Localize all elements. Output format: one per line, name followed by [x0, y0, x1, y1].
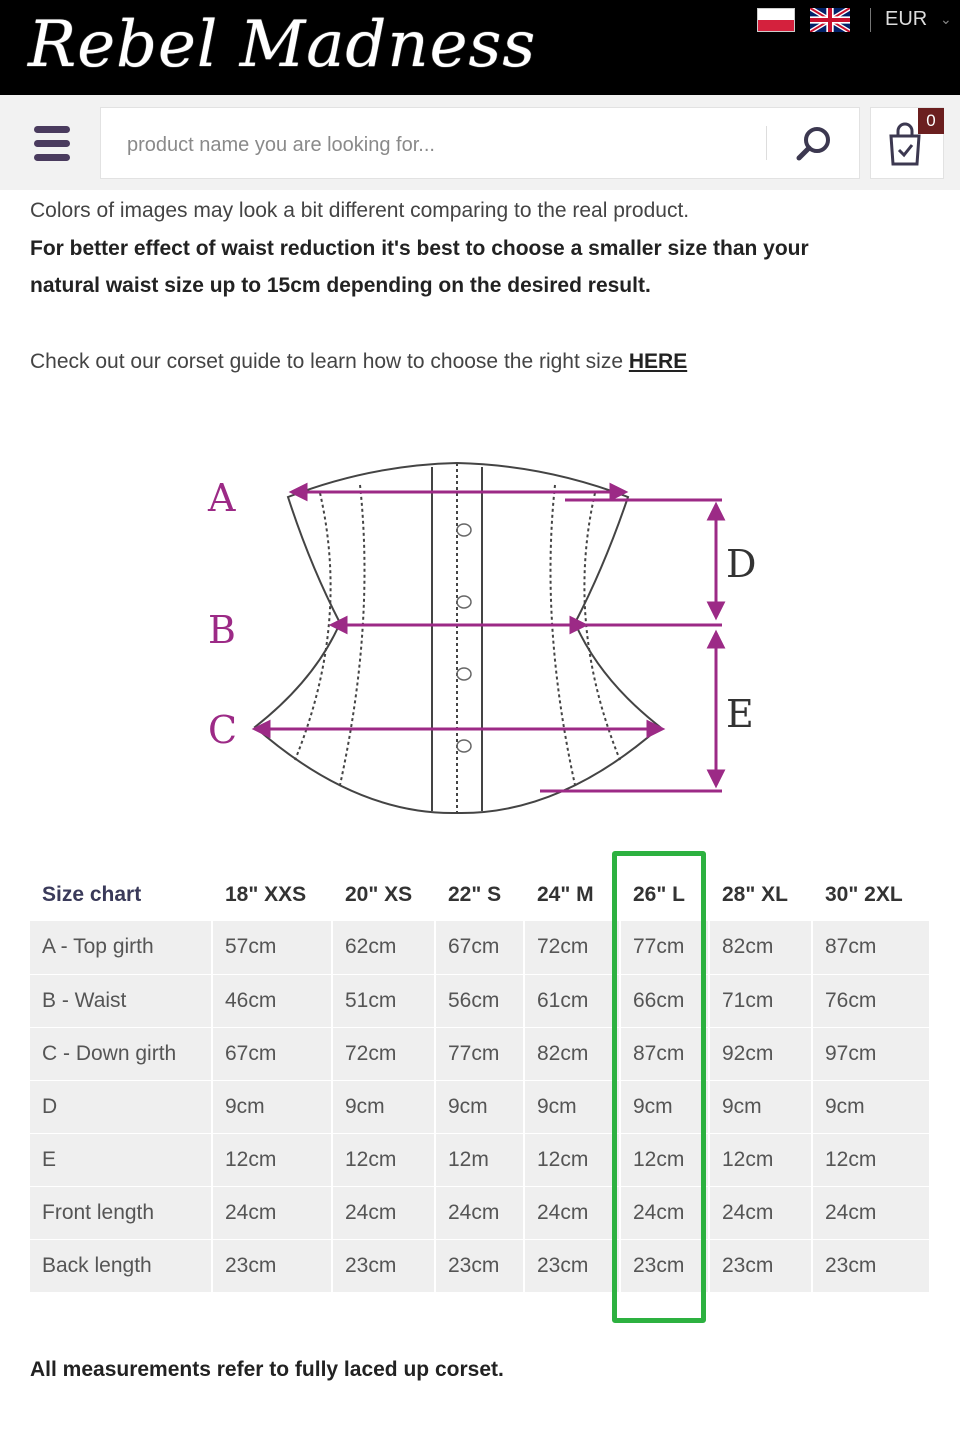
table-row — [30, 1027, 930, 1080]
header-xs: 20" XS — [332, 868, 435, 921]
header-s: 22" S — [435, 868, 524, 921]
guide-link[interactable]: HERE — [628, 350, 688, 373]
table-row — [30, 921, 930, 974]
uk-flag-icon[interactable] — [810, 8, 850, 32]
table-cell: 24cm — [212, 1186, 332, 1239]
diagram-label-b: B — [208, 608, 236, 652]
table-cell: 12cm — [212, 1133, 332, 1186]
size-chart-table — [30, 868, 931, 1293]
header-m: 24" M — [524, 868, 620, 921]
table-cell: 23cm — [620, 1239, 709, 1292]
table-cell: 23cm — [332, 1239, 435, 1292]
table-cell: 77cm — [435, 1027, 524, 1080]
header-xxs: 18" XXS — [212, 868, 332, 921]
diagram-label-a: A — [208, 476, 236, 520]
table-cell: 9cm — [524, 1080, 620, 1133]
header-xl: 28" XL — [709, 868, 812, 921]
table-row — [30, 1080, 930, 1133]
diagram-label-e: E — [726, 692, 754, 736]
search-icon[interactable] — [791, 122, 835, 166]
search-divider — [766, 126, 767, 160]
table-header-row — [30, 868, 930, 921]
waist-tip-line-1: For better effect of waist reduction it's best to choose a smaller size than your — [30, 237, 809, 260]
guide-text-row — [30, 350, 687, 374]
table-cell: 24cm — [524, 1186, 620, 1239]
corset-outline — [255, 463, 660, 813]
color-disclaimer: Colors of images may look a bit different comparing to the real product. — [30, 199, 690, 222]
corset-measurement-diagram — [200, 455, 760, 825]
chevron-down-icon[interactable]: ⌄ — [940, 12, 952, 28]
row-label: D — [30, 1080, 212, 1133]
table-cell: 23cm — [524, 1239, 620, 1292]
table-cell: 82cm — [524, 1027, 620, 1080]
site-logo[interactable]: Rebel Madness — [28, 8, 537, 82]
row-label: Back length — [30, 1239, 212, 1292]
table-cell: 12cm — [812, 1133, 930, 1186]
table-cell: 72cm — [524, 921, 620, 974]
table-cell: 12m — [435, 1133, 524, 1186]
table-cell: 87cm — [812, 921, 930, 974]
table-cell: 66cm — [620, 974, 709, 1027]
row-label: A - Top girth — [30, 921, 212, 974]
table-cell: 76cm — [812, 974, 930, 1027]
row-label: E — [30, 1133, 212, 1186]
search-input[interactable] — [125, 122, 749, 168]
cart-count-badge: 0 — [918, 108, 944, 134]
measurement-footnote: All measurements refer to fully laced up corset. — [30, 1358, 504, 1381]
table-cell: 12cm — [332, 1133, 435, 1186]
table-cell: 9cm — [435, 1080, 524, 1133]
table-row — [30, 1186, 930, 1239]
table-cell: 24cm — [435, 1186, 524, 1239]
table-cell: 24cm — [620, 1186, 709, 1239]
table-cell: 71cm — [709, 974, 812, 1027]
table-row — [30, 974, 930, 1027]
currency-selector[interactable]: EUR — [885, 8, 928, 30]
busk-clasps — [457, 524, 471, 752]
search-bar — [100, 107, 860, 179]
table-cell: 23cm — [812, 1239, 930, 1292]
header-divider — [870, 8, 871, 32]
waist-tip-line-2: natural waist size up to 15cm depending on the desired result. — [30, 274, 651, 297]
table-cell: 46cm — [212, 974, 332, 1027]
table-cell: 62cm — [332, 921, 435, 974]
table-cell: 72cm — [332, 1027, 435, 1080]
table-cell: 12cm — [620, 1133, 709, 1186]
table-cell: 9cm — [709, 1080, 812, 1133]
header-size-chart: Size chart — [30, 868, 212, 921]
row-label: Front length — [30, 1186, 212, 1239]
table-cell: 24cm — [812, 1186, 930, 1239]
table-cell: 9cm — [812, 1080, 930, 1133]
table-cell: 24cm — [332, 1186, 435, 1239]
table-cell: 67cm — [435, 921, 524, 974]
diagram-label-c: C — [208, 708, 238, 752]
table-cell: 9cm — [332, 1080, 435, 1133]
table-cell: 82cm — [709, 921, 812, 974]
table-cell: 97cm — [812, 1027, 930, 1080]
table-cell: 56cm — [435, 974, 524, 1027]
diagram-label-d: D — [726, 542, 757, 586]
table-cell: 67cm — [212, 1027, 332, 1080]
row-label: C - Down girth — [30, 1027, 212, 1080]
table-cell: 9cm — [620, 1080, 709, 1133]
table-cell: 23cm — [709, 1239, 812, 1292]
header-l: 26" L — [620, 868, 709, 921]
table-cell: 92cm — [709, 1027, 812, 1080]
table-cell: 9cm — [212, 1080, 332, 1133]
table-row — [30, 1133, 930, 1186]
table-cell: 61cm — [524, 974, 620, 1027]
table-cell: 77cm — [620, 921, 709, 974]
table-cell: 23cm — [212, 1239, 332, 1292]
header-2xl: 30" 2XL — [812, 868, 930, 921]
table-row — [30, 1239, 930, 1292]
row-label: B - Waist — [30, 974, 212, 1027]
table-cell: 12cm — [524, 1133, 620, 1186]
polish-flag-icon[interactable] — [757, 8, 795, 32]
table-cell: 51cm — [332, 974, 435, 1027]
table-cell: 23cm — [435, 1239, 524, 1292]
table-cell: 87cm — [620, 1027, 709, 1080]
hamburger-menu-icon[interactable] — [34, 126, 70, 162]
table-cell: 12cm — [709, 1133, 812, 1186]
table-cell: 57cm — [212, 921, 332, 974]
table-cell: 24cm — [709, 1186, 812, 1239]
guide-text: Check out our corset guide to learn how to choose the right size — [30, 350, 624, 373]
